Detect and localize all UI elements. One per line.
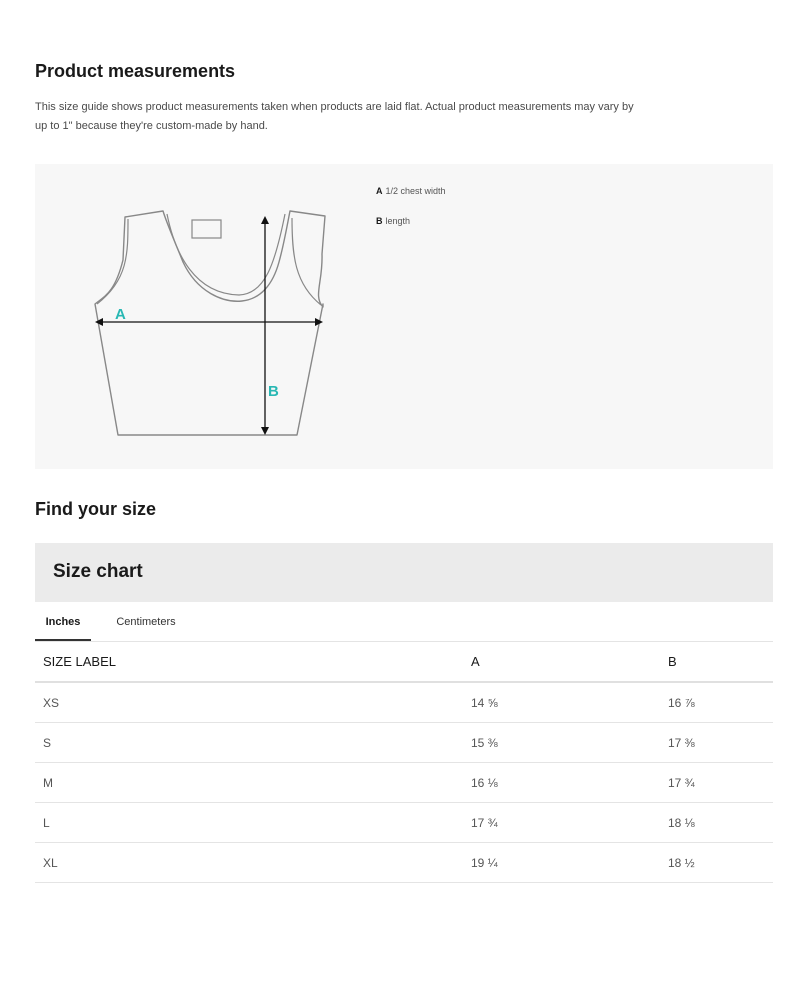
measurement-a-cell: 15 ⅜	[463, 723, 660, 763]
measurement-b-cell: 18 ½	[660, 843, 773, 883]
column-header-b: B	[660, 641, 773, 682]
garment-outline	[95, 211, 325, 435]
size-label-cell: S	[35, 723, 463, 763]
legend-item-b	[376, 215, 446, 245]
table-row	[35, 763, 773, 803]
measurement-a-cell: 16 ⅛	[463, 763, 660, 803]
measurement-b-cell: 18 ⅛	[660, 803, 773, 843]
size-chart-title: Size chart	[53, 561, 143, 582]
product-measurements-heading: Product measurements	[35, 61, 236, 81]
legend-label-b: length	[385, 216, 411, 226]
size-label-cell: XS	[35, 682, 463, 723]
size-chart-header	[35, 543, 773, 602]
neck-label	[192, 220, 221, 238]
tab-inches[interactable]: Inches	[35, 602, 91, 641]
table-row	[35, 803, 773, 843]
column-header-size-label: SIZE LABEL	[35, 641, 463, 682]
measurement-legend	[376, 185, 446, 245]
tab-centimeters[interactable]: Centimeters	[116, 616, 176, 628]
measurement-b-cell: 17 ¾	[660, 763, 773, 803]
size-guide-description	[35, 98, 775, 136]
table-row	[35, 682, 773, 723]
table-row	[35, 843, 773, 883]
size-guide-description-line-1: This size guide shows product measurements taken when products are laid flat. Actual product measurements may vary by	[35, 101, 634, 113]
measurement-b-cell: 16 ⅞	[660, 682, 773, 723]
find-your-size-heading: Find your size	[35, 499, 157, 519]
legend-key-b: B	[376, 216, 383, 226]
size-chart-table	[35, 641, 773, 883]
legend-item-a	[376, 185, 446, 215]
table-header-row	[35, 641, 773, 682]
legend-label-a: 1/2 chest width	[385, 186, 446, 196]
length-arrowhead-top	[261, 216, 269, 224]
measurement-diagram-panel	[35, 164, 773, 469]
marker-a: A	[115, 306, 126, 323]
legend-key-a: A	[376, 186, 383, 196]
size-label-cell: XL	[35, 843, 463, 883]
marker-b: B	[268, 383, 279, 400]
measurement-a-cell: 14 ⅝	[463, 682, 660, 723]
column-header-a: A	[463, 641, 660, 682]
size-label-cell: L	[35, 803, 463, 843]
unit-tabs	[35, 602, 773, 642]
measurement-a-cell: 19 ¼	[463, 843, 660, 883]
measurement-a-cell: 17 ¾	[463, 803, 660, 843]
size-label-cell: M	[35, 763, 463, 803]
size-guide-description-line-2: up to 1" because they're custom-made by hand.	[35, 120, 268, 132]
measurement-b-cell: 17 ⅜	[660, 723, 773, 763]
table-row	[35, 723, 773, 763]
